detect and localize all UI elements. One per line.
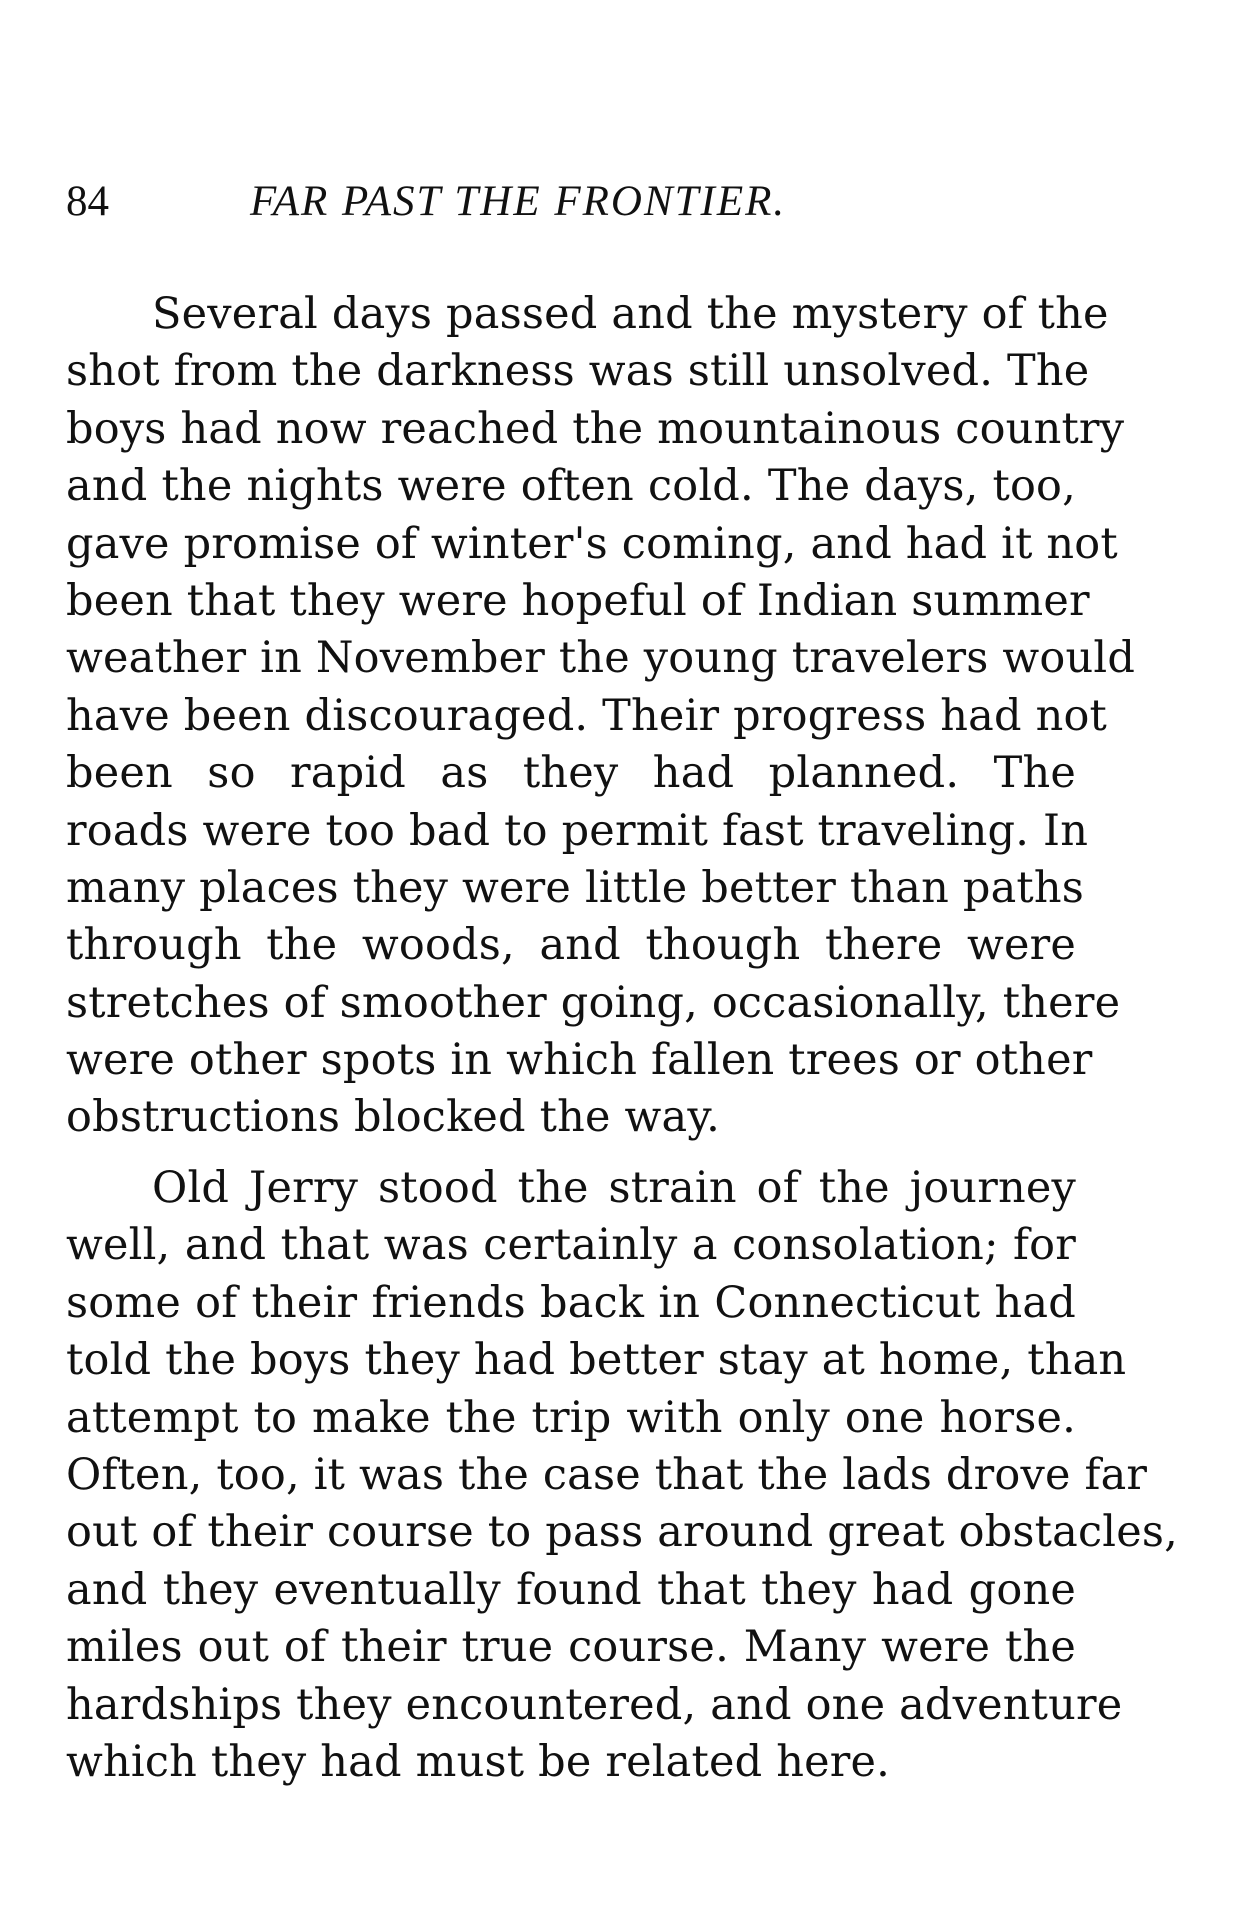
text-line: some of their friends back in Connecticut had: [66, 1277, 1076, 1328]
page-number: 84: [66, 178, 109, 225]
text-line: out of their course to pass around great obstacles,: [66, 1507, 1178, 1558]
text-line: Several days passed and the mystery of the: [152, 289, 1109, 339]
running-title: FAR PAST THE FRONTIER.: [250, 178, 787, 225]
text-line: many places they were little better than paths: [66, 862, 1085, 913]
text-line: been that they were hopeful of Indian summer: [66, 575, 1090, 626]
text-line: and they eventually found that they had gone: [66, 1564, 1076, 1615]
text-line: been so rapid as they had planned. The: [66, 748, 1076, 799]
text-line: Often, too, it was the case that the lads drove far: [66, 1449, 1148, 1500]
text-line: miles out of their true course. Many were the: [66, 1622, 1076, 1673]
text-line: stretches of smoother going, occasionally, there: [66, 977, 1121, 1028]
text-line: shot from the darkness was still unsolved. The: [66, 346, 1090, 397]
text-line: gave promise of winter's coming, and had it not: [66, 518, 1118, 569]
text-line: weather in November the young travelers would: [66, 633, 1136, 684]
paragraph-1: [66, 286, 1136, 1147]
text-line: hardships they encountered, and one adventure: [66, 1679, 1123, 1730]
text-line: well, and that was certainly a consolation; for: [66, 1220, 1076, 1271]
text-line: obstructions blocked the way.: [66, 1092, 720, 1143]
text-line: told the boys they had better stay at home, than: [66, 1335, 1127, 1386]
text-line: attempt to make the trip with only one horse.: [66, 1392, 1076, 1443]
text-line: and the nights were often cold. The days, too,: [66, 461, 1076, 512]
text-line: boys had now reached the mountainous country: [66, 403, 1125, 454]
text-line: have been discouraged. Their progress had not: [66, 690, 1108, 741]
text-line: through the woods, and though there were: [66, 920, 1076, 971]
text-line: were other spots in which fallen trees or other: [66, 1035, 1093, 1086]
text-line: roads were too bad to permit fast traveling. In: [66, 805, 1089, 856]
text-line: which they had must be related here.: [66, 1736, 891, 1787]
paragraph-2: [66, 1160, 1178, 1791]
text-line: Old Jerry stood the strain of the journey: [152, 1163, 1076, 1213]
running-head: [66, 172, 1076, 232]
